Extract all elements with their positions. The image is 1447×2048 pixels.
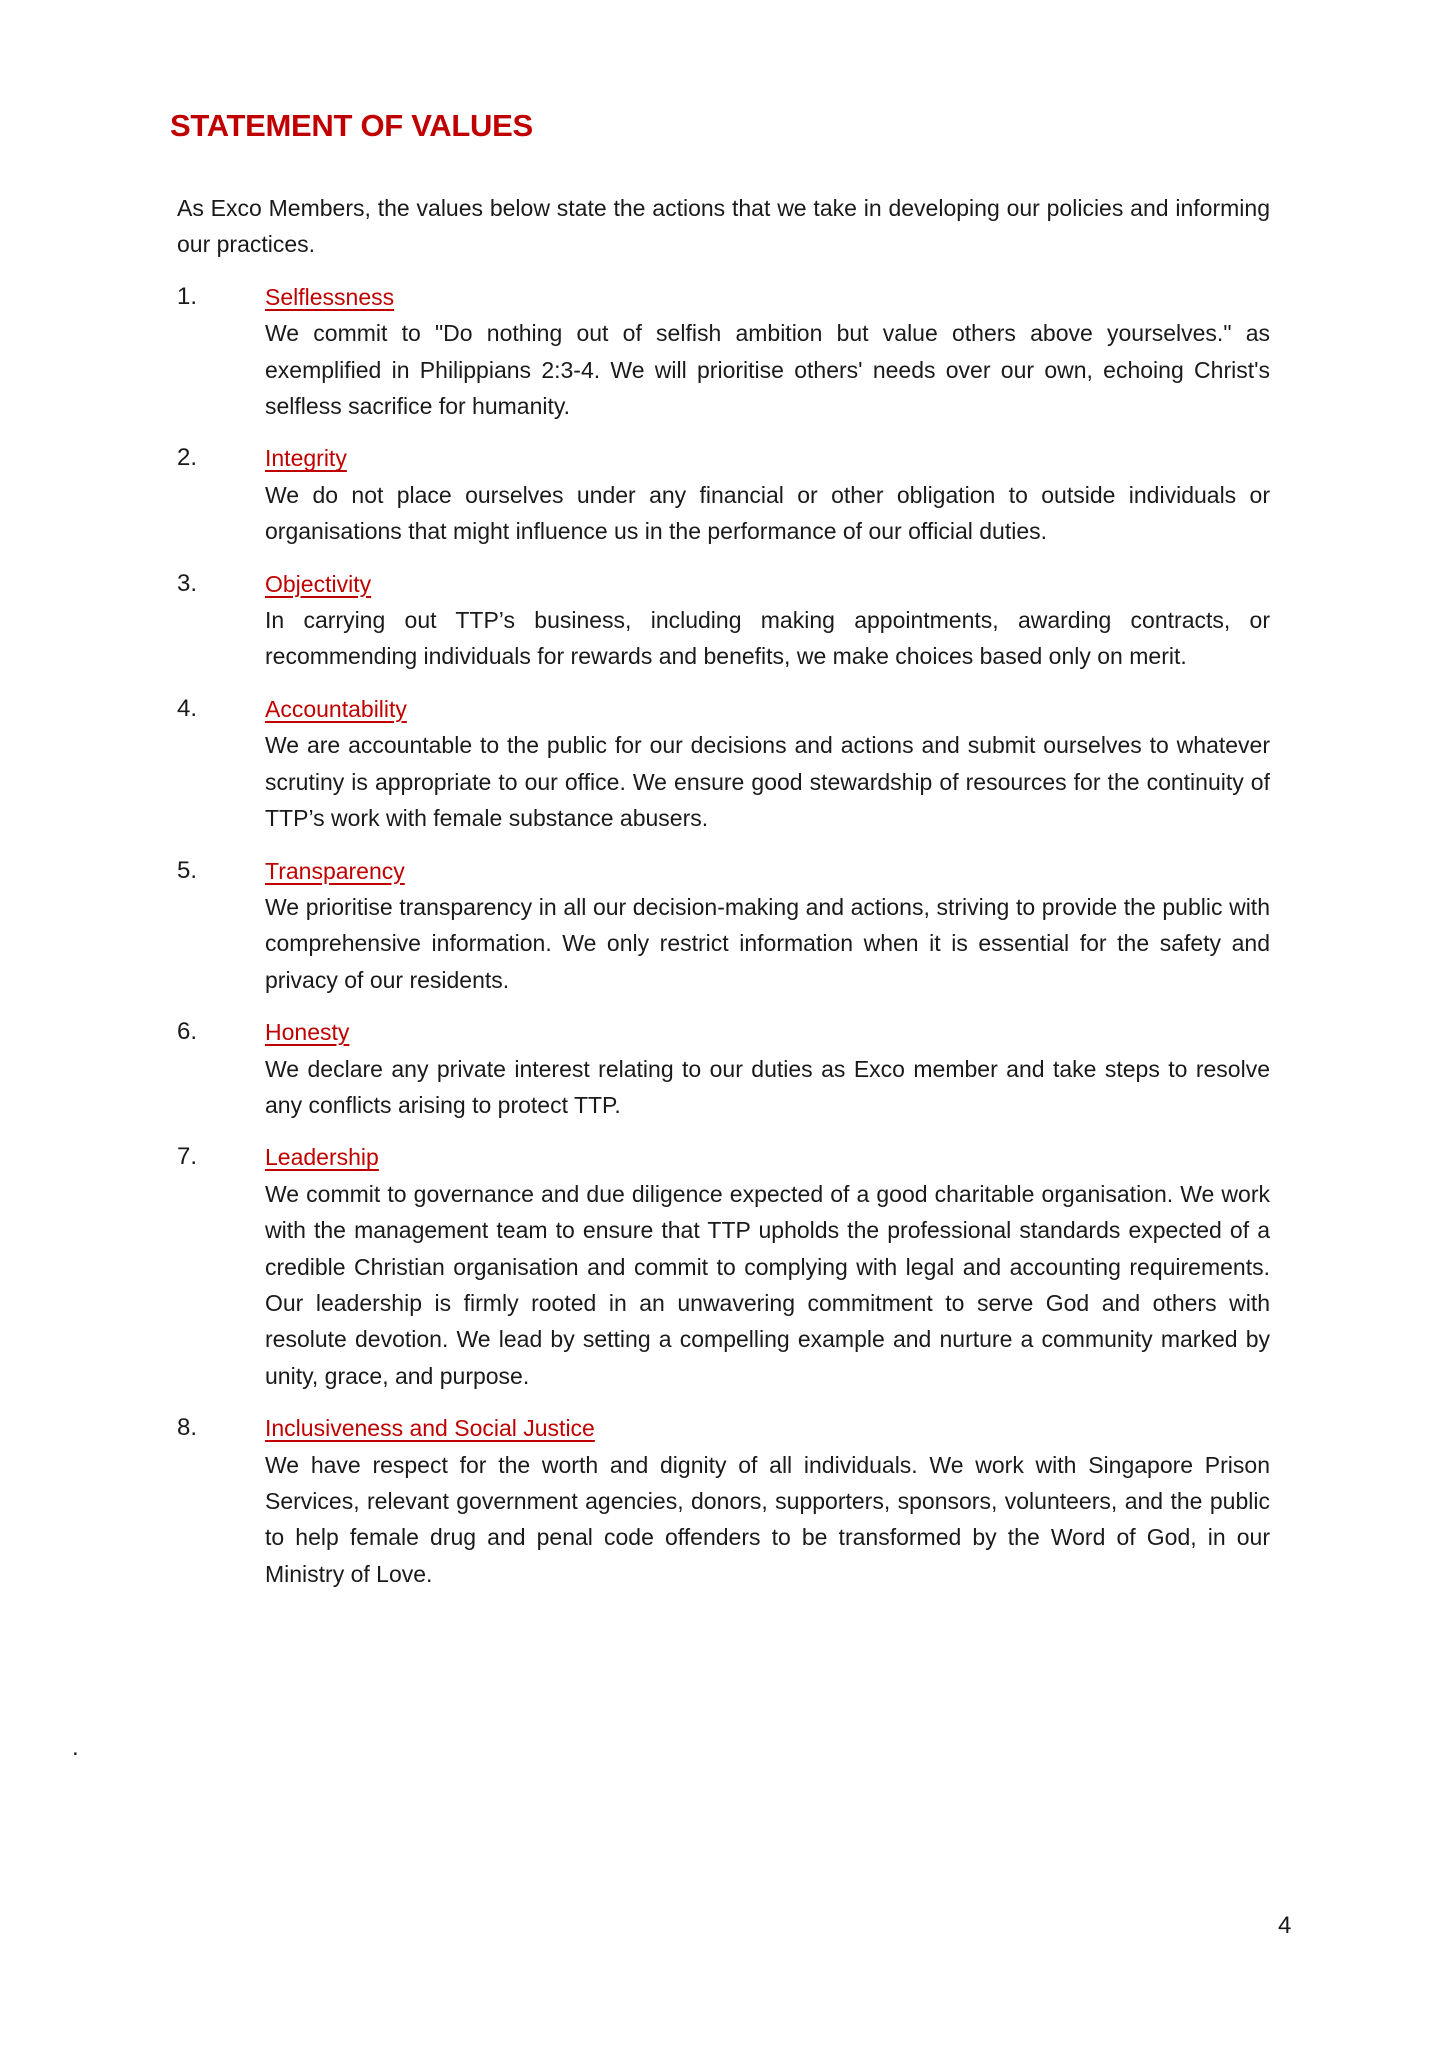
- stray-period-mark: .: [72, 1734, 79, 1761]
- item-body: We prioritise transparency in all our decision-making and actions, striving to provide the public with comprehensive information. We only restrict information when it is essential for the safety and privacy of our residents.: [265, 893, 1270, 993]
- item-number: 2.: [177, 444, 198, 472]
- item-body: We commit to governance and due diligence expected of a good charitable organisation. We work with the management team to ensure that TTP upholds the professional standards expected of a credible Christian organisation and commit to complying with legal and accounting requirements. Our leadership is firmly rooted in an unwavering commitment to serve God and others with resolute devotion. We lead by setting a compelling example and nurture a community marked by unity, grace, and purpose.: [265, 1180, 1270, 1389]
- content-column: [177, 190, 1270, 1592]
- item-heading: Leadership: [265, 1144, 379, 1171]
- value-item-honesty: [177, 1014, 1270, 1123]
- item-number: 1.: [177, 282, 198, 310]
- item-heading: Accountability: [265, 695, 407, 722]
- item-content: [265, 691, 1270, 837]
- page-number: 4: [1278, 1912, 1292, 1939]
- item-content: [265, 440, 1270, 549]
- item-number: 4.: [177, 694, 198, 722]
- item-body: We declare any private interest relating to our duties as Exco member and take steps to resolve any conflicts arising to protect TTP.: [265, 1055, 1270, 1118]
- item-body: We commit to "Do nothing out of selfish ambition but value others above yourselves." as exemplified in Philippians 2:3-4. We will prioritise others' needs over our own, echoing Christ's selfless sacrifice for humanity.: [265, 320, 1270, 420]
- value-item-objectivity: [177, 566, 1270, 675]
- value-item-selflessness: [177, 279, 1270, 425]
- item-number: 8.: [177, 1414, 198, 1442]
- intro-paragraph: As Exco Members, the values below state the actions that we take in developing our policies and informing our practices.: [177, 195, 1270, 258]
- value-item-transparency: [177, 853, 1270, 999]
- item-body: We are accountable to the public for our decisions and actions and submit ourselves to whatever scrutiny is appropriate to our office. We ensure good stewardship of resources for the continuity of TTP’s work with female substance abusers.: [265, 732, 1270, 832]
- value-item-inclusiveness: [177, 1410, 1270, 1592]
- item-body: In carrying out TTP’s business, including making appointments, awarding contracts, or recommending individuals for rewards and benefits, we make choices based only on merit.: [265, 607, 1270, 670]
- item-heading: Objectivity: [265, 570, 372, 597]
- item-content: [265, 1410, 1270, 1592]
- item-number: 3.: [177, 569, 198, 597]
- item-content: [265, 1014, 1270, 1123]
- item-heading: Integrity: [265, 445, 347, 472]
- item-content: [265, 279, 1270, 425]
- value-item-accountability: [177, 691, 1270, 837]
- item-heading: Honesty: [265, 1019, 350, 1046]
- item-number: 7.: [177, 1143, 198, 1171]
- item-content: [265, 853, 1270, 999]
- value-item-integrity: [177, 440, 1270, 549]
- item-content: [265, 566, 1270, 675]
- item-body: We do not place ourselves under any financial or other obligation to outside individuals or organisations that might influence us in the performance of our official duties.: [265, 481, 1270, 545]
- item-content: [265, 1139, 1270, 1394]
- item-heading: Inclusiveness and Social Justice: [265, 1415, 595, 1442]
- item-number: 6.: [177, 1018, 198, 1046]
- item-body: We have respect for the worth and dignity of all individuals. We work with Singapore Prison Services, relevant government agencies, donors, supporters, sponsors, volunteers, and the public to help female drug and penal code offenders to be transformed by the Word of God, in our Ministry of Love.: [265, 1451, 1270, 1587]
- item-heading: Transparency: [265, 857, 405, 884]
- page-title: STATEMENT OF VALUES: [170, 108, 533, 143]
- item-heading: Selflessness: [265, 283, 395, 310]
- value-item-leadership: [177, 1139, 1270, 1394]
- item-number: 5.: [177, 856, 198, 884]
